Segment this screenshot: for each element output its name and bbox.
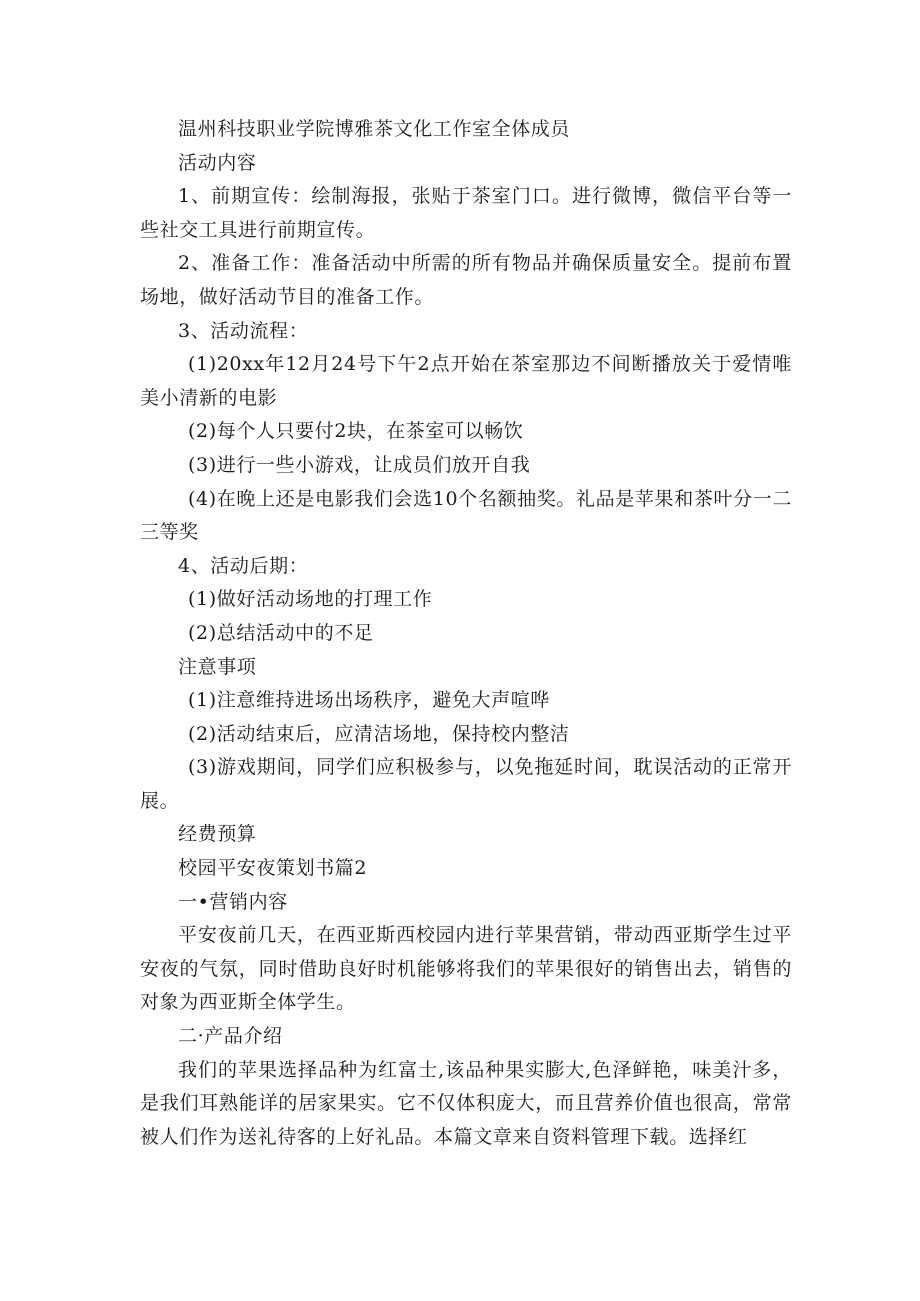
section-heading-notes: 注意事项	[178, 655, 257, 678]
post-activity-item-2: (2)总结活动中的不足	[188, 621, 374, 644]
paragraph-product: 我们的苹果选择品种为红富士,该品种果实膨大,色泽鲜艳，味美汁多，是我们耳熟能详的居家果实。它不仅体积庞大，而且营养价值也很高，常常被人们作为送礼待客的上好礼品。本篇文章来自资料管理下载。选择红	[140, 1058, 792, 1148]
section-heading-activity-content: 活动内容	[178, 151, 257, 174]
section-heading-budget: 经费预算	[178, 823, 257, 846]
notes-item-3: (3)游戏期间，同学们应积极参与，以免拖延时间，耽误活动的正常开展。	[140, 756, 792, 812]
paragraph-process-heading: 3、活动流程：	[178, 319, 309, 342]
post-activity-item-1: (1)做好活动场地的打理工作	[188, 588, 433, 611]
notes-item-1: (1)注意维持进场出场秩序，避免大声喧哗	[188, 689, 550, 712]
process-item-1: (1)20xx年12月24号下午2点开始在茶室那边不间断播放关于爱情唯美小清新的电影	[140, 353, 792, 409]
section-heading-marketing: 一•营销内容	[178, 890, 288, 913]
article-title-part-2: 校园平安夜策划书篇2	[178, 857, 368, 880]
process-item-4: (4)在晚上还是电影我们会选10个名额抽奖。礼品是苹果和茶叶分一二三等奖	[140, 487, 792, 544]
document-body	[140, 113, 792, 1154]
org-name-line: 温州科技职业学院博雅茶文化工作室全体成员	[178, 118, 571, 140]
process-item-2: (2)每个人只要付2块，在茶室可以畅饮	[188, 420, 524, 443]
notes-item-2: (2)活动结束后，应清洁场地，保持校内整洁	[188, 722, 570, 745]
section-heading-product: 二·产品介绍	[178, 1025, 283, 1048]
process-item-3: (3)进行一些小游戏，让成员们放开自我	[188, 453, 531, 476]
paragraph-publicity: 1、前期宣传：绘制海报，张贴于茶室门口。进行微博，微信平台等一些社交工具进行前期宣传。	[140, 185, 792, 241]
paragraph-preparation: 2、准备工作：准备活动中所需的所有物品并确保质量安全。提前布置场地，做好活动节目的准备工作。	[140, 252, 792, 308]
paragraph-marketing: 平安夜前几天，在西亚斯西校园内进行苹果营销，带动西亚斯学生过平安夜的气氛，同时借助良好时机能够将我们的苹果很好的销售出去，销售的对象为西亚斯全体学生。	[140, 924, 792, 1014]
paragraph-post-activity-heading: 4、活动后期：	[178, 554, 309, 577]
